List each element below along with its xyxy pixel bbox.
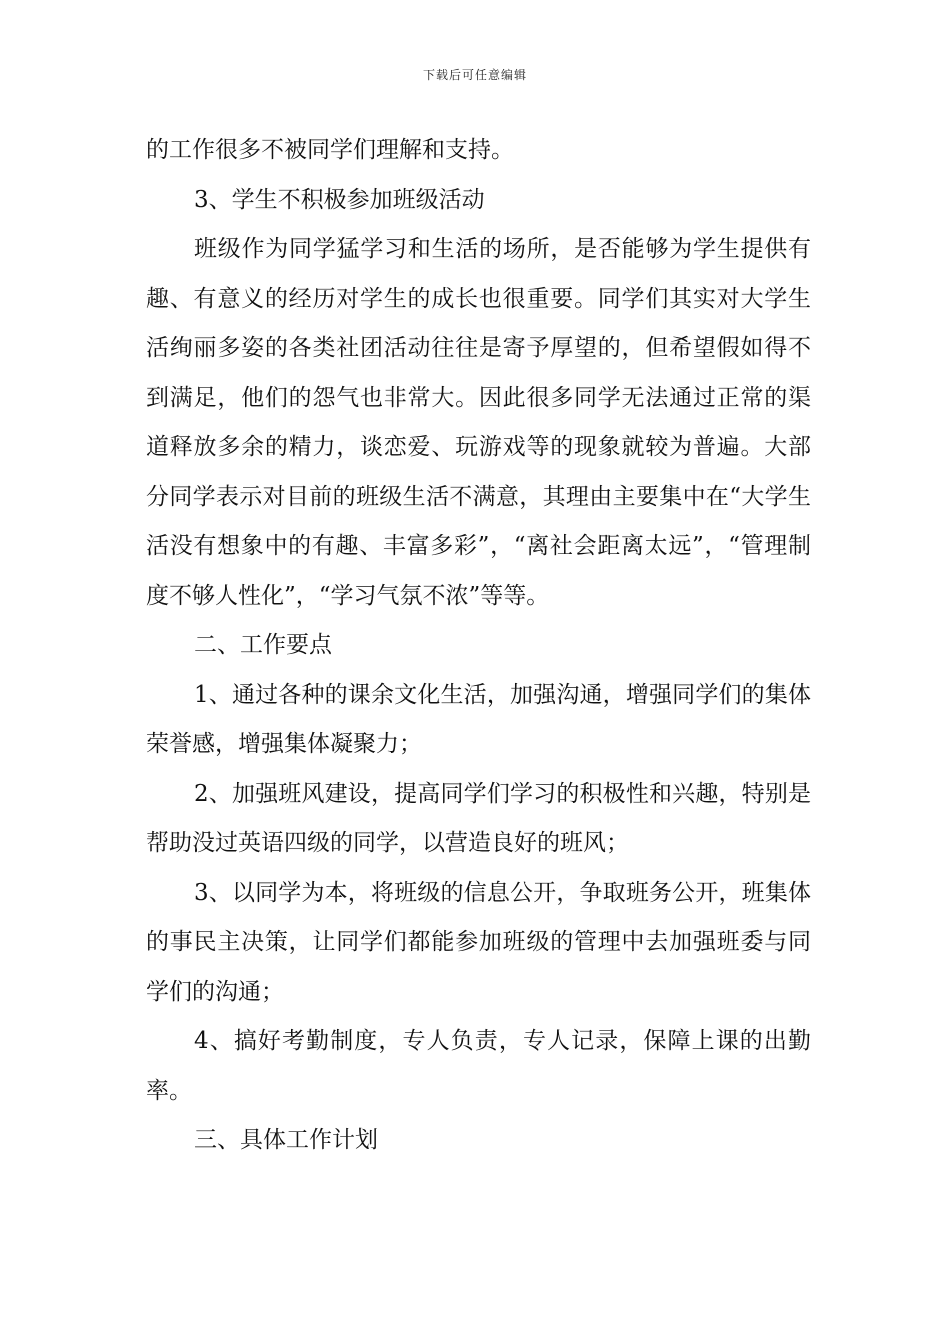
- list-item-1: 1、通过各种的课余文化生活，加强沟通，增强同学们的集体荣誉感，增强集体凝聚力；: [146, 681, 811, 757]
- page-header: 下载后可任意编辑: [422, 68, 527, 82]
- list-item-4: 4、搞好考勤制度，专人负责，专人记录，保障上课的出勤率。: [146, 1028, 811, 1104]
- paragraph-continuation: 的工作很多不被同学们理解和支持。: [146, 137, 514, 163]
- paragraph-class-activities: 班级作为同学猛学习和生活的场所，是否能够为学生提供有趣、有意义的经历对学生的成长也很重要。同学们其实对大学生活绚丽多姿的各类社团活动往往是寄予厚望的，但希望假如得不到满足，他们的怨气也非常大。因此很多同学无法通过正常的渠道释放多余的精力，谈恋爱、玩游戏等的现象就较为普遍。大部分同学表示对目前的班级生活不满意，其理由主要集中在“大学生活没有想象中的有趣、丰富多彩”，“离社会距离太远”，“管理制度不够人性化”，“学习气氛不浓”等等。: [146, 236, 811, 609]
- section-heading-work-points: 二、工作要点: [194, 632, 332, 658]
- list-item-3: 3、以同学为本，将班级的信息公开，争取班务公开，班集体的事民主决策，让同学们都能参加班级的管理中去加强班委与同学们的沟通；: [146, 879, 811, 1005]
- document-body: [146, 126, 811, 1166]
- section-heading-work-plan: 三、具体工作计划: [194, 1127, 378, 1153]
- list-item-2: 2、加强班风建设，提高同学们学习的积极性和兴趣，特别是帮助没过英语四级的同学，以营造良好的班风；: [146, 780, 811, 856]
- subheading-item-3: 3、学生不积极参加班级活动: [194, 186, 485, 213]
